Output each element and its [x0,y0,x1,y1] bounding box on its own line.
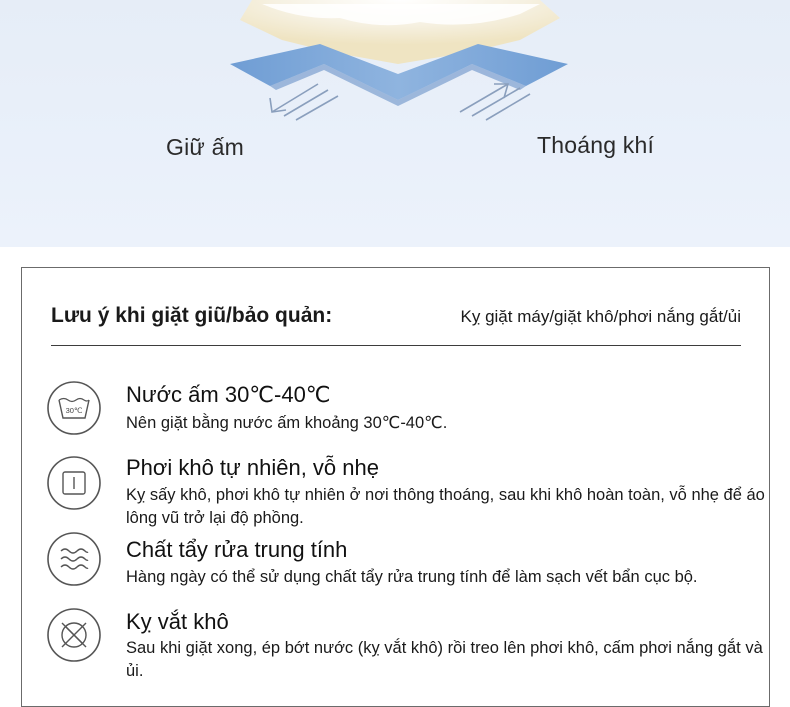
inward-arrows-icon [270,84,338,120]
breathable-label: Thoáng khí [537,132,655,158]
care-item-title: Chất tẩy rửa trung tính [126,537,348,562]
care-item-desc: Nên giặt bằng nước ấm khoảng 30℃-40℃. [126,414,448,432]
fabric-layer-graphic [0,0,790,247]
fabric-layer-illustration [0,0,790,247]
care-heading: Lưu ý khi giặt giũ/bảo quản: [51,304,333,327]
neutral-detergent-icon [46,531,102,587]
care-item-desc: Sau khi giặt xong, ép bớt nước (kỵ vắt khô) rồi treo lên phơi khô, cấm phơi nắng gắt và ủi. [126,639,763,680]
care-item-desc: Kỵ sấy khô, phơi khô tự nhiên ở nơi thông thoáng, sau khi khô hoàn toàn, vỗ nhẹ để áo lông vũ trở lại độ phồng. [126,486,765,527]
warm-label: Giữ ấm [166,134,244,160]
care-item-title: Nước ấm 30℃-40℃ [126,382,331,407]
care-item-desc: Hàng ngày có thể sử dụng chất tẩy rửa trung tính để làm sạch vết bẩn cục bộ. [126,568,698,586]
heading-divider [51,345,741,346]
care-item-title: Phơi khô tự nhiên, vỗ nhẹ [126,455,379,480]
care-instructions-panel [21,267,770,707]
wash-temp-text: 30℃ [65,406,83,415]
care-heading-note: Kỵ giặt máy/giặt khô/phơi nắng gắt/ủi [460,307,741,326]
no-wring-icon [46,607,102,663]
dry-flat-icon [46,455,102,511]
wash-30c-icon [46,380,102,436]
care-item-title: Kỵ vắt khô [126,609,229,634]
